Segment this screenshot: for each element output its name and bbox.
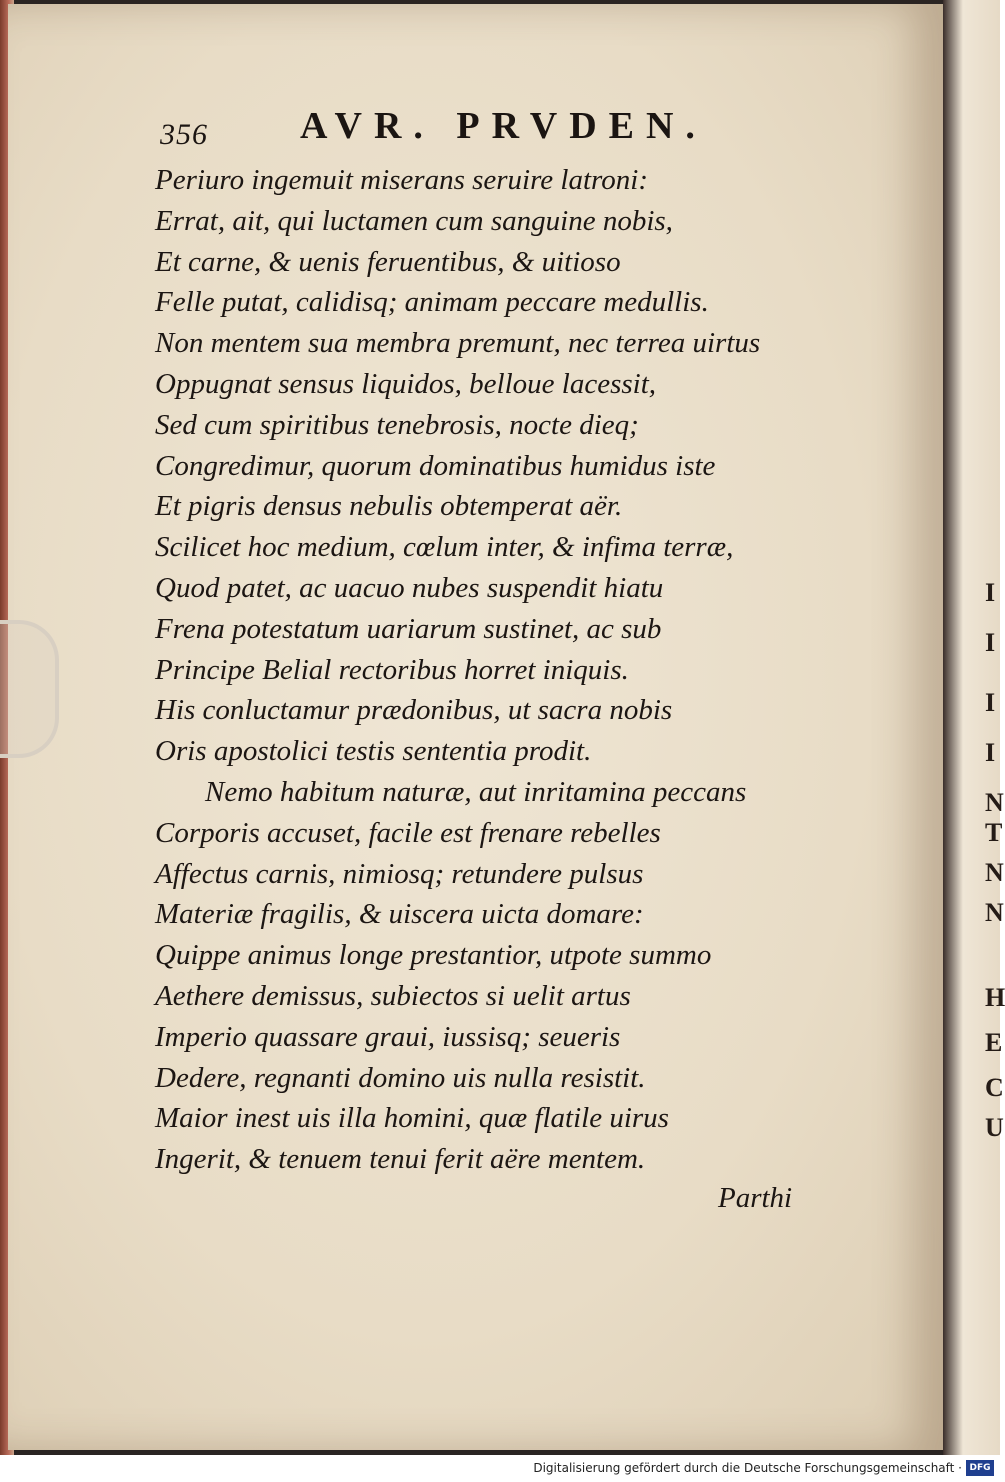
verse-line: His conluctamur prædonibus, ut sacra nobis xyxy=(155,694,673,727)
footer-bar xyxy=(0,1455,1000,1482)
page-number: 356 xyxy=(160,118,208,151)
verse-line: Periuro ingemuit miserans seruire latroni: xyxy=(155,164,648,196)
page-header xyxy=(160,104,780,154)
verse-line: Quippe animus longe prestantior, utpote summo xyxy=(155,939,712,972)
dfg-logo: DFG xyxy=(966,1460,994,1476)
verse-line: Maior inest uis illa homini, quæ flatile uirus xyxy=(155,1102,669,1135)
verse-line: Felle putat, calidisq; animam peccare medullis. xyxy=(155,286,709,319)
verse-line: Nemo habitum naturæ, aut inritamina peccans xyxy=(205,775,747,808)
verse-line: Aethere demissus, subiectos si uelit artus xyxy=(155,979,631,1012)
funding-credit: Digitalisierung gefördert durch die Deutsche Forschungsgemeinschaft · xyxy=(533,1461,962,1475)
facing-page-letter: I xyxy=(985,688,996,717)
facing-page-letter: N xyxy=(985,788,1004,817)
running-head: AVR. PRVDEN. xyxy=(300,105,707,147)
verse-line: Et carne, & uenis feruentibus, & uitioso xyxy=(155,245,621,278)
verse-line: Oris apostolici testis sententia prodit. xyxy=(155,735,592,768)
verse-line: Corporis accuset, facile est frenare rebelles xyxy=(155,816,661,849)
verse-line: Errat, ait, qui luctamen cum sanguine nobis, xyxy=(155,204,673,237)
facing-page-letter: T xyxy=(985,818,1003,847)
facing-page-letter: E xyxy=(985,1028,1003,1057)
verse-line: Sed cum spiritibus tenebrosis, nocte dieq; xyxy=(155,408,639,441)
facing-page-letter: I xyxy=(985,628,996,657)
facing-page-letters xyxy=(985,0,1005,1455)
facing-page-letter: H xyxy=(985,983,1005,1012)
facing-page-letter: I xyxy=(985,578,996,607)
verse-text xyxy=(155,160,795,1180)
verse-line: Congredimur, quorum dominatibus humidus iste xyxy=(155,449,716,482)
verse-line: Scilicet hoc medium, cœlum inter, & infima terræ, xyxy=(155,531,734,564)
clasp-strap xyxy=(0,620,59,758)
verse-line: Frena potestatum uariarum sustinet, ac sub xyxy=(155,612,662,645)
verse-line: Imperio quassare graui, iussisq; seueris xyxy=(155,1020,621,1053)
facing-page-letter: N xyxy=(985,858,1004,887)
verse-line: Dedere, regnanti domino uis nulla resistit. xyxy=(155,1061,646,1094)
verse-line: Materiæ fragilis, & uiscera uicta domare: xyxy=(155,898,644,931)
verse-line: Et pigris densus nebulis obtemperat aër. xyxy=(155,490,623,523)
verse-line: Principe Belial rectoribus horret iniquis. xyxy=(155,653,629,686)
facing-page-letter: I xyxy=(985,738,996,767)
verse-line: Oppugnat sensus liquidos, belloue lacessit, xyxy=(155,367,657,400)
verse-line: Non mentem sua membra premunt, nec terrea uirtus xyxy=(155,327,761,360)
facing-page-letter: C xyxy=(985,1073,1004,1102)
verse-line: Quod patet, ac uacuo nubes suspendit hiatu xyxy=(155,571,664,604)
verse-line: Affectus carnis, nimiosq; retundere pulsus xyxy=(155,857,644,890)
catchword: Parthi xyxy=(718,1182,793,1214)
facing-page-letter: N xyxy=(985,898,1004,927)
verse-line: Ingerit, & tenuem tenui ferit aëre mentem. xyxy=(155,1143,646,1176)
facing-page-letter: U xyxy=(985,1113,1004,1142)
